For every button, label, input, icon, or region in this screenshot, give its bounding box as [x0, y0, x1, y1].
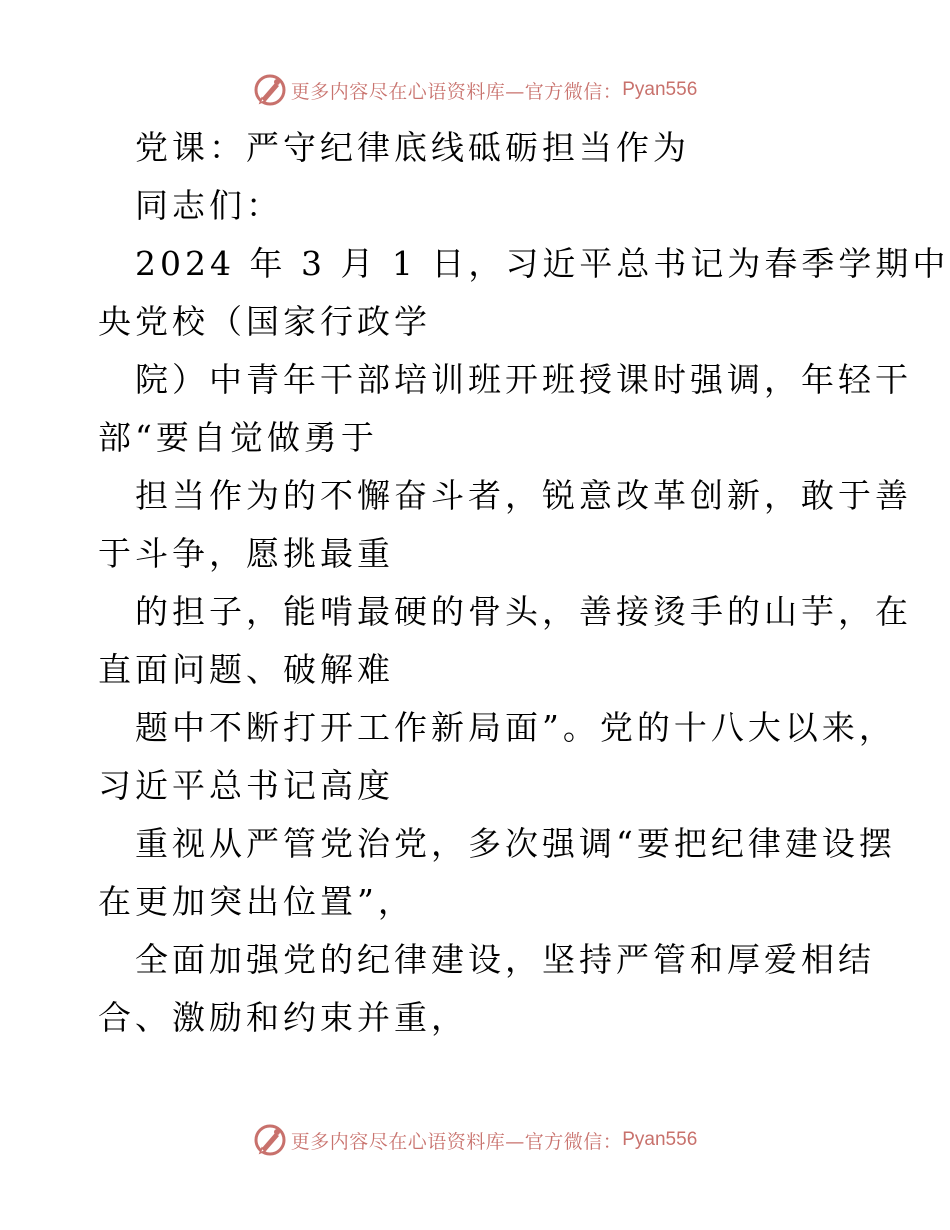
text-line: 习近平总书记高度 [98, 766, 394, 805]
document-title: 党课：严守纪律底线砥砺担当作为 [135, 128, 690, 167]
text-line: 部“要自觉做勇于 [98, 418, 378, 457]
text-line: 合、激励和约束并重， [98, 998, 468, 1037]
text-line: 直面问题、破解难 [98, 650, 394, 689]
text-line: 题中不断打开工作新局面”。党的十八大以来， [135, 708, 896, 747]
text-line: 在更加突出位置”， [98, 882, 415, 921]
text-line: 院）中青年干部培训班开班授课时强调，年轻干 [135, 360, 912, 399]
text-line: 于斗争，愿挑最重 [98, 534, 394, 573]
salutation: 同志们： [135, 186, 283, 225]
text-line: 央党校（国家行政学 [98, 302, 431, 341]
text-line: 重视从严管党治党，多次强调“要把纪律建设摆 [135, 824, 896, 863]
pen-logo-icon [253, 1123, 287, 1157]
watermark-account: Pyan556 [622, 1129, 698, 1150]
text-line: 全面加强党的纪律建设，坚持严管和厚爱相结 [135, 940, 875, 979]
watermark-account: Pyan556 [622, 79, 698, 100]
header-watermark [0, 70, 950, 110]
watermark-text: 更多内容尽在心语资料库—官方微信： [290, 80, 623, 103]
text-line: 2024 年 3 月 1 日，习近平总书记为春季学期中 [135, 244, 950, 283]
watermark-text: 更多内容尽在心语资料库—官方微信： [290, 1130, 623, 1153]
text-line: 担当作为的不懈奋斗者，锐意改革创新，敢于善 [135, 476, 912, 515]
text-line: 的担子，能啃最硬的骨头，善接烫手的山芋，在 [135, 592, 912, 631]
pen-logo-icon [253, 73, 287, 107]
footer-watermark [0, 1120, 950, 1160]
